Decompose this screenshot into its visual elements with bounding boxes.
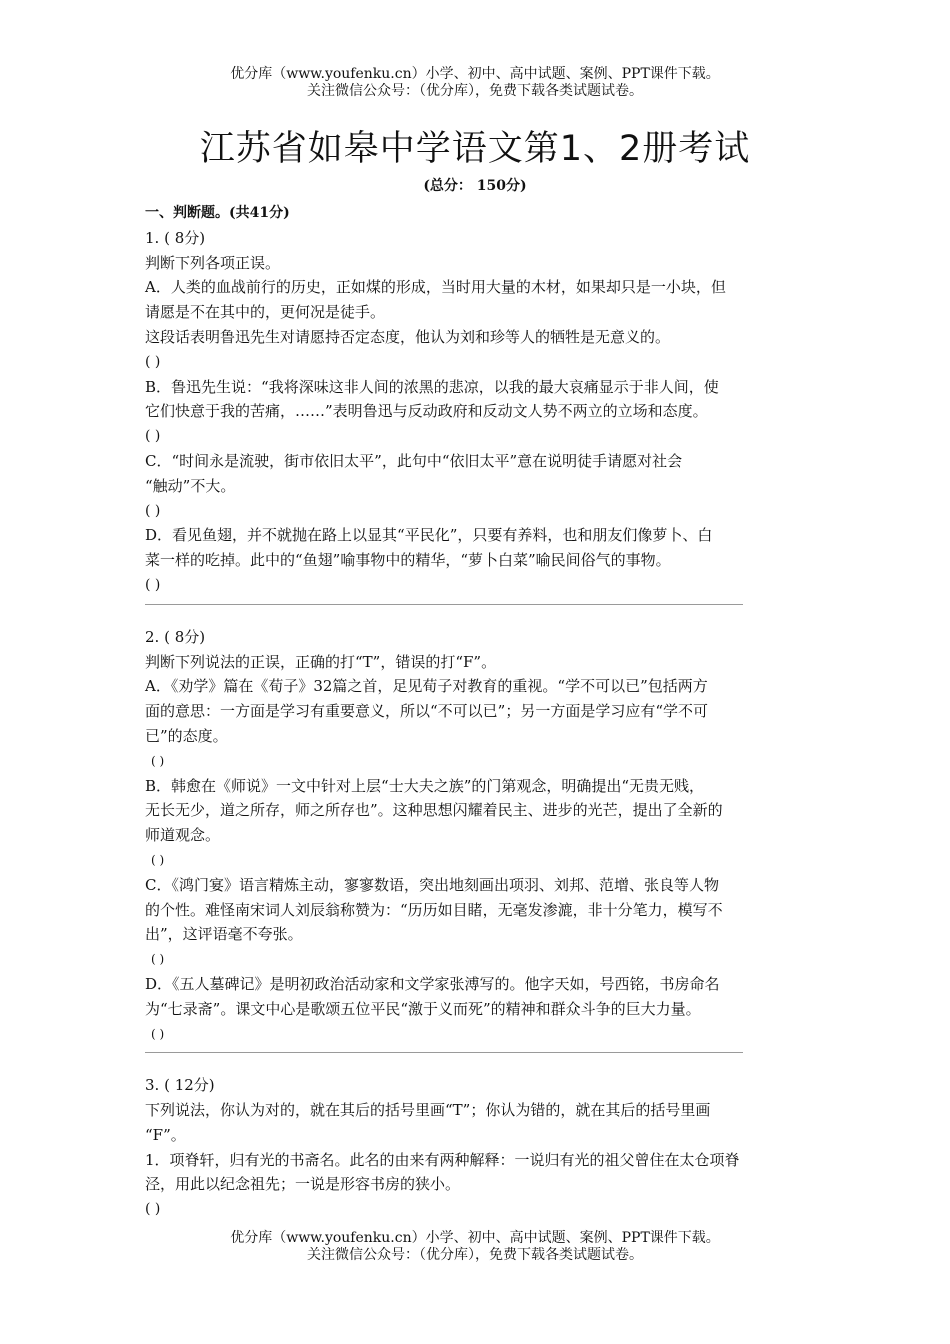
q3-answer-blank-1[interactable]: ( ) [145,1201,161,1218]
question-2-head: 2. ( 8分) [145,627,206,646]
question-3-prompt-line-1: 下列说法，你认为对的，就在其后的括号里画“T”；你认为错的，就在其后的括号里画 [145,1101,711,1120]
q3-item-1-line-1: 1．项脊轩，归有光的书斋名。此名的由来有两种解释：一说归有光的祖父曾住在太仓项脊 [145,1150,740,1169]
q1-option-d-line-2: 菜一样的吃掉。此中的“鱼翅”喻事物中的精华，“萝卜白菜”喻民间俗气的事物。 [145,551,671,570]
question-3-head: 3. ( 12分) [145,1076,215,1095]
q1-answer-blank-a[interactable]: ( ) [145,353,161,370]
page-title: 江苏省如皋中学语文第1、2册考试 [199,129,751,169]
q1-option-a-line-2: 请愿是不在其中的，更何况是徒手。 [145,303,386,322]
q2-option-a-line-2: 面的意思：一方面是学习有重要意义，所以“不可以已”；另一方面是学习应有“学不可 [145,702,709,721]
divider [145,1052,743,1053]
q1-option-b-line-2: 它们快意于我的苦痛，……”表明鲁迅与反动政府和反动文人势不两立的立场和态度。 [145,402,708,421]
q1-option-c-line-1: C．“时间永是流驶，街市依旧太平”，此句中“依旧太平”意在说明徒手请愿对社会 [145,451,683,470]
header-line-1: 优分库（www.youfenku.cn）小学、初中、高中试题、案例、PPT课件下载。 [230,66,720,82]
q2-answer-blank-a[interactable]: ( ) [151,753,165,768]
q2-option-d-line-1: D．《五人墓碑记》是明初政治活动家和文学家张溥写的。他字天如，号西铭，书房命名 [145,974,720,993]
q1-answer-blank-d[interactable]: ( ) [145,576,161,593]
question-1 [145,226,809,605]
q1-answer-blank-c[interactable]: ( ) [145,502,161,519]
q2-answer-blank-c[interactable]: ( ) [151,952,165,967]
q1-option-a-line-1: A．人类的血战前行的历史，正如煤的形成，当时用大量的木材，如果却只是一小块，但 [145,278,726,297]
footer-line-1: 优分库（www.youfenku.cn）小学、初中、高中试题、案例、PPT课件下载。 [230,1230,720,1246]
question-3-prompt-line-2: “F”。 [145,1125,186,1144]
question-2 [145,625,809,1054]
q1-answer-blank-b[interactable]: ( ) [145,428,161,445]
header-line-2: 关注微信公众号：（优分库），免费下载各类试题试卷。 [307,83,643,99]
q2-answer-blank-b[interactable]: ( ) [151,852,165,867]
footer-line-2: 关注微信公众号：（优分库），免费下载各类试题试卷。 [307,1247,643,1263]
divider [145,604,743,605]
question-2-prompt: 判断下列说法的正误，正确的打“T”，错误的打“F”。 [145,652,497,671]
q2-option-a-line-1: A．《劝学》篇在《荀子》32篇之首，足见荀子对教育的重视。“学不可以已”包括两方 [145,677,708,696]
q2-option-c-line-1: C．《鸿门宴》语言精炼主动，寥寥数语，突出地刻画出项羽、刘邦、范增、张良等人物 [145,875,719,894]
question-3 [145,1073,809,1222]
page-header [0,66,950,100]
q2-option-c-line-2: 的个性。难怪南宋词人刘辰翁称赞为：“历历如目睹，无毫发渗漉，非十分笔力，模写不 [145,900,723,919]
total-score: (总分： 150分) [423,178,527,194]
q1-option-c-line-2: “触动”不大。 [145,476,236,495]
q2-option-b-line-3: 师道观念。 [145,826,221,845]
q2-option-b-line-1: B．韩愈在《师说》一文中针对上层“士大夫之族”的门第观念，明确提出“无贵无贱， [145,776,705,795]
q1-option-d-line-1: D．看见鱼翅，并不就抛在路上以显其“平民化”，只要有养料，也和朋友们像萝卜、白 [145,526,713,545]
q1-option-a-line-3: 这段话表明鲁迅先生对请愿持否定态度，他认为刘和珍等人的牺牲是无意义的。 [145,327,671,346]
q2-option-d-line-2: 为“七录斋”。课文中心是歌颂五位平民“激于义而死”的精神和群众斗争的巨大力量。 [145,999,701,1018]
q3-item-1-line-2: 泾，用此以纪念祖先；一说是形容书房的狭小。 [145,1175,461,1194]
q2-option-a-line-3: 已”的态度。 [145,726,228,745]
q2-option-b-line-2: 无长无少，道之所存，师之所存也”。这种思想闪耀着民主、进步的光芒，提出了全新的 [145,801,723,820]
question-1-head: 1. ( 8分) [145,228,206,247]
q2-answer-blank-d[interactable]: ( ) [151,1026,165,1041]
q2-option-c-line-3: 出”，这评语毫不夸张。 [145,925,303,944]
question-1-prompt: 判断下列各项正误。 [145,253,281,272]
section-heading: 一、判断题。(共41分) [145,205,290,221]
q1-option-b-line-1: B．鲁迅先生说：“我将深味这非人间的浓黑的悲凉，以我的最大哀痛显示于非人间，使 [145,377,719,396]
page-footer [0,1230,950,1264]
exam-body [145,201,809,1222]
